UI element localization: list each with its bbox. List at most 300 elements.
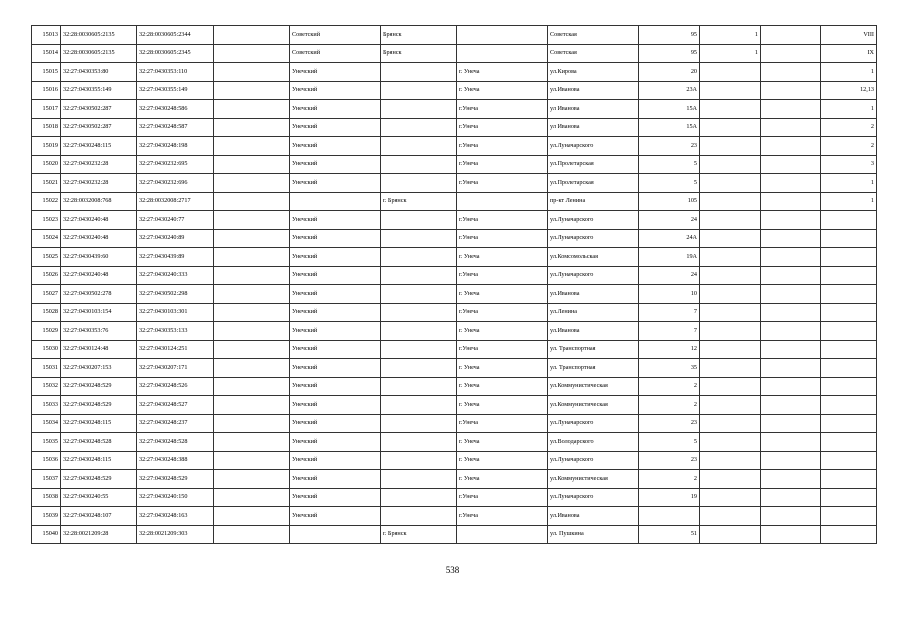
cell-district: Советский — [290, 26, 381, 45]
cell-cadastral-number-object: 32:27:0430248:237 — [137, 414, 214, 433]
cell-building-number — [700, 451, 761, 470]
table-row — [32, 507, 877, 526]
cell-city — [381, 470, 457, 489]
cell-apartment-number — [821, 451, 877, 470]
cell-cadastral-number-object: 32:27:0430353:133 — [137, 322, 214, 341]
cell-extra-cell — [214, 155, 290, 174]
cell-cadastral-number-object: 32:28:0021209:303 — [137, 525, 214, 544]
cell-building-number — [700, 100, 761, 119]
cell-cadastral-number-parcel: 32:27:0430353:80 — [61, 63, 137, 82]
cell-extra-cell — [214, 414, 290, 433]
cell-apartment-number — [821, 285, 877, 304]
cell-apartment-number — [821, 229, 877, 248]
table-row — [32, 285, 877, 304]
cell-apartment-number — [821, 248, 877, 267]
cell-cadastral-number-parcel: 32:27:0430124:48 — [61, 340, 137, 359]
cell-letter — [761, 451, 821, 470]
table-row — [32, 470, 877, 489]
cell-house-number: 23 — [639, 137, 700, 156]
cell-city — [381, 377, 457, 396]
cell-letter — [761, 340, 821, 359]
table-row — [32, 100, 877, 119]
table-row — [32, 396, 877, 415]
table-row — [32, 322, 877, 341]
cell-extra-cell — [214, 340, 290, 359]
cell-extra-cell — [214, 174, 290, 193]
cell-extra-cell — [214, 433, 290, 452]
cell-extra-cell — [214, 470, 290, 489]
cell-district: Советский — [290, 44, 381, 63]
cell-cadastral-number-object: 32:28:0030605:2345 — [137, 44, 214, 63]
cell-cadastral-number-parcel: 32:28:0021209:28 — [61, 525, 137, 544]
cell-building-number — [700, 174, 761, 193]
cell-cadastral-number-parcel: 32:27:0430240:48 — [61, 266, 137, 285]
cell-street: ул.Луначарского — [548, 414, 639, 433]
cell-house-number: 20 — [639, 63, 700, 82]
table-row — [32, 340, 877, 359]
cell-letter — [761, 81, 821, 100]
cell-extra-cell — [214, 507, 290, 526]
cell-apartment-number — [821, 303, 877, 322]
cell-city: г. Брянск — [381, 525, 457, 544]
cell-row-number: 15028 — [32, 303, 61, 322]
table-row — [32, 451, 877, 470]
cell-city — [381, 211, 457, 230]
cell-street: ул.Луначарского — [548, 229, 639, 248]
cell-district: Унечский — [290, 248, 381, 267]
cell-extra-cell — [214, 266, 290, 285]
cell-row-number: 15022 — [32, 192, 61, 211]
cell-cadastral-number-object: 32:28:0030605:2344 — [137, 26, 214, 45]
table-row — [32, 192, 877, 211]
cell-town: г. Унеча — [457, 451, 548, 470]
cell-cadastral-number-parcel: 32:27:0430248:115 — [61, 414, 137, 433]
cell-building-number — [700, 488, 761, 507]
cell-extra-cell — [214, 248, 290, 267]
cell-town: г. Унеча — [457, 285, 548, 304]
cell-district: Унечский — [290, 118, 381, 137]
cell-house-number: 5 — [639, 433, 700, 452]
cell-row-number: 15016 — [32, 81, 61, 100]
cell-street: ул.Коммунистическая — [548, 396, 639, 415]
cell-row-number: 15037 — [32, 470, 61, 489]
cell-city — [381, 81, 457, 100]
cell-house-number: 95 — [639, 26, 700, 45]
cell-house-number: 12 — [639, 340, 700, 359]
cell-row-number: 15034 — [32, 414, 61, 433]
cell-cadastral-number-object: 32:27:0430248:586 — [137, 100, 214, 119]
cell-cadastral-number-parcel: 32:27:0430248:529 — [61, 470, 137, 489]
cell-building-number: 1 — [700, 26, 761, 45]
cell-row-number: 15039 — [32, 507, 61, 526]
cell-town: г.Унеча — [457, 266, 548, 285]
cell-cadastral-number-parcel: 32:27:0430502:287 — [61, 118, 137, 137]
cell-street: пр-кт Ленина — [548, 192, 639, 211]
cell-house-number: 105 — [639, 192, 700, 211]
cell-cadastral-number-parcel: 32:28:0030605:2135 — [61, 26, 137, 45]
cell-row-number: 15026 — [32, 266, 61, 285]
cell-row-number: 15021 — [32, 174, 61, 193]
cell-letter — [761, 525, 821, 544]
cell-cadastral-number-parcel: 32:27:0430502:278 — [61, 285, 137, 304]
table-row — [32, 211, 877, 230]
cell-town: г. Унеча — [457, 248, 548, 267]
table-row — [32, 248, 877, 267]
cell-house-number: 23 — [639, 451, 700, 470]
cell-house-number: 35 — [639, 359, 700, 378]
cell-cadastral-number-object: 32:27:0430232:695 — [137, 155, 214, 174]
cell-house-number: 5 — [639, 155, 700, 174]
cell-town: г.Унеча — [457, 229, 548, 248]
cell-city — [381, 303, 457, 322]
cell-apartment-number — [821, 507, 877, 526]
cell-extra-cell — [214, 211, 290, 230]
cell-apartment-number — [821, 525, 877, 544]
cell-street: ул.Коммунистическая — [548, 470, 639, 489]
cell-district: Унечский — [290, 266, 381, 285]
cell-cadastral-number-object: 32:27:0430248:388 — [137, 451, 214, 470]
cell-extra-cell — [214, 322, 290, 341]
cell-street: ул.Ленина — [548, 303, 639, 322]
cell-letter — [761, 396, 821, 415]
cell-building-number — [700, 118, 761, 137]
cell-district: Унечский — [290, 137, 381, 156]
table-row — [32, 118, 877, 137]
cell-apartment-number — [821, 340, 877, 359]
registry-table — [31, 25, 877, 544]
cell-apartment-number — [821, 433, 877, 452]
cell-house-number: 10 — [639, 285, 700, 304]
cell-row-number: 15032 — [32, 377, 61, 396]
cell-cadastral-number-parcel: 32:27:0430248:115 — [61, 137, 137, 156]
cell-town: г.Унеча — [457, 488, 548, 507]
cell-house-number: 24А — [639, 229, 700, 248]
cell-letter — [761, 470, 821, 489]
cell-city — [381, 285, 457, 304]
cell-street: ул.Коммунистическая — [548, 377, 639, 396]
cell-apartment-number — [821, 322, 877, 341]
cell-house-number: 23А — [639, 81, 700, 100]
cell-city — [381, 507, 457, 526]
cell-extra-cell — [214, 26, 290, 45]
table-row — [32, 433, 877, 452]
cell-building-number — [700, 470, 761, 489]
cell-row-number: 15030 — [32, 340, 61, 359]
cell-district: Унечский — [290, 396, 381, 415]
cell-building-number: 1 — [700, 44, 761, 63]
cell-town — [457, 26, 548, 45]
cell-town: г.Унеча — [457, 303, 548, 322]
cell-district: Унечский — [290, 377, 381, 396]
cell-house-number: 24 — [639, 266, 700, 285]
cell-extra-cell — [214, 451, 290, 470]
cell-cadastral-number-parcel: 32:28:0032008:768 — [61, 192, 137, 211]
cell-cadastral-number-object: 32:27:0430248:527 — [137, 396, 214, 415]
cell-row-number: 15020 — [32, 155, 61, 174]
table-row — [32, 303, 877, 322]
cell-town: г. Унеча — [457, 470, 548, 489]
cell-town: г.Унеча — [457, 414, 548, 433]
cell-letter — [761, 44, 821, 63]
cell-letter — [761, 118, 821, 137]
cell-cadastral-number-parcel: 32:27:0430232:28 — [61, 174, 137, 193]
cell-district — [290, 192, 381, 211]
cell-cadastral-number-object: 32:27:0430439:89 — [137, 248, 214, 267]
cell-district: Унечский — [290, 155, 381, 174]
cell-building-number — [700, 340, 761, 359]
cell-house-number: 19 — [639, 488, 700, 507]
cell-street: ул.Луначарского — [548, 488, 639, 507]
cell-apartment-number — [821, 470, 877, 489]
cell-apartment-number — [821, 396, 877, 415]
cell-cadastral-number-parcel: 32:27:0430502:287 — [61, 100, 137, 119]
cell-city — [381, 266, 457, 285]
cell-cadastral-number-object: 32:27:0430124:251 — [137, 340, 214, 359]
cell-district: Унечский — [290, 451, 381, 470]
cell-district: Унечский — [290, 507, 381, 526]
cell-house-number: 5 — [639, 174, 700, 193]
cell-house-number: 19А — [639, 248, 700, 267]
cell-street: ул.Володарского — [548, 433, 639, 452]
cell-house-number: 7 — [639, 322, 700, 341]
table-row — [32, 229, 877, 248]
cell-building-number — [700, 377, 761, 396]
cell-cadastral-number-object: 32:27:0430248:163 — [137, 507, 214, 526]
cell-letter — [761, 63, 821, 82]
cell-house-number: 51 — [639, 525, 700, 544]
cell-town: г.Унеча — [457, 155, 548, 174]
cell-cadastral-number-object: 32:27:0430248:528 — [137, 433, 214, 452]
cell-district: Унечский — [290, 470, 381, 489]
cell-street: ул.Пролетарская — [548, 174, 639, 193]
table-row — [32, 414, 877, 433]
cell-cadastral-number-object: 32:27:0430240:77 — [137, 211, 214, 230]
cell-building-number — [700, 322, 761, 341]
cell-extra-cell — [214, 525, 290, 544]
cell-city — [381, 414, 457, 433]
cell-letter — [761, 377, 821, 396]
table-row — [32, 44, 877, 63]
cell-extra-cell — [214, 44, 290, 63]
cell-letter — [761, 155, 821, 174]
cell-street: ул.Луначарского — [548, 211, 639, 230]
cell-city — [381, 229, 457, 248]
cell-city: Брянск — [381, 44, 457, 63]
cell-house-number: 15А — [639, 100, 700, 119]
cell-row-number: 15031 — [32, 359, 61, 378]
cell-building-number — [700, 396, 761, 415]
cell-row-number: 15040 — [32, 525, 61, 544]
cell-row-number: 15017 — [32, 100, 61, 119]
cell-street: ул.Кирова — [548, 63, 639, 82]
cell-cadastral-number-object: 32:27:0430248:587 — [137, 118, 214, 137]
cell-cadastral-number-object: 32:27:0430248:198 — [137, 137, 214, 156]
cell-row-number: 15015 — [32, 63, 61, 82]
cell-street: ул.Луначарского — [548, 266, 639, 285]
cell-house-number: 24 — [639, 211, 700, 230]
cell-letter — [761, 266, 821, 285]
cell-cadastral-number-object: 32:28:0032008:2717 — [137, 192, 214, 211]
cell-extra-cell — [214, 63, 290, 82]
cell-district: Унечский — [290, 303, 381, 322]
cell-cadastral-number-object: 32:27:0430103:301 — [137, 303, 214, 322]
cell-house-number: 2 — [639, 396, 700, 415]
cell-district: Унечский — [290, 211, 381, 230]
cell-building-number — [700, 63, 761, 82]
cell-cadastral-number-parcel: 32:27:0430248:529 — [61, 377, 137, 396]
table-row — [32, 155, 877, 174]
cell-town: г. Унеча — [457, 322, 548, 341]
cell-building-number — [700, 229, 761, 248]
cell-letter — [761, 229, 821, 248]
cell-extra-cell — [214, 229, 290, 248]
cell-building-number — [700, 248, 761, 267]
cell-building-number — [700, 155, 761, 174]
cell-district: Унечский — [290, 359, 381, 378]
cell-city — [381, 63, 457, 82]
cell-street: ул Иванова — [548, 100, 639, 119]
cell-house-number: 2 — [639, 377, 700, 396]
cell-row-number: 15038 — [32, 488, 61, 507]
cell-extra-cell — [214, 377, 290, 396]
cell-house-number: 95 — [639, 44, 700, 63]
cell-row-number: 15019 — [32, 137, 61, 156]
cell-town: г. Унеча — [457, 377, 548, 396]
cell-row-number: 15013 — [32, 26, 61, 45]
cell-cadastral-number-parcel: 32:27:0430232:28 — [61, 155, 137, 174]
cell-extra-cell — [214, 137, 290, 156]
cell-town: г.Унеча — [457, 507, 548, 526]
cell-apartment-number: 1 — [821, 174, 877, 193]
cell-building-number — [700, 414, 761, 433]
cell-town: г. Унеча — [457, 433, 548, 452]
cell-apartment-number: VIII — [821, 26, 877, 45]
cell-letter — [761, 322, 821, 341]
cell-district: Унечский — [290, 488, 381, 507]
cell-letter — [761, 248, 821, 267]
cell-apartment-number — [821, 414, 877, 433]
cell-letter — [761, 26, 821, 45]
cell-street: Советская — [548, 44, 639, 63]
cell-extra-cell — [214, 192, 290, 211]
cell-city — [381, 488, 457, 507]
cell-city — [381, 100, 457, 119]
cell-letter — [761, 100, 821, 119]
cell-letter — [761, 507, 821, 526]
cell-apartment-number: IX — [821, 44, 877, 63]
cell-apartment-number — [821, 266, 877, 285]
cell-apartment-number — [821, 359, 877, 378]
cell-building-number — [700, 137, 761, 156]
cell-apartment-number: 2 — [821, 118, 877, 137]
cell-cadastral-number-parcel: 32:27:0430240:48 — [61, 229, 137, 248]
cell-street: ул.Комсомольская — [548, 248, 639, 267]
cell-cadastral-number-object: 32:27:0430248:526 — [137, 377, 214, 396]
cell-cadastral-number-parcel: 32:27:0430353:76 — [61, 322, 137, 341]
cell-letter — [761, 174, 821, 193]
cell-street: ул.Иванова — [548, 81, 639, 100]
cell-building-number — [700, 192, 761, 211]
cell-building-number — [700, 285, 761, 304]
cell-cadastral-number-parcel: 32:27:0430355:149 — [61, 81, 137, 100]
cell-district: Унечский — [290, 433, 381, 452]
cell-house-number: 2 — [639, 470, 700, 489]
cell-row-number: 15035 — [32, 433, 61, 452]
cell-letter — [761, 211, 821, 230]
cell-building-number — [700, 433, 761, 452]
cell-district: Унечский — [290, 100, 381, 119]
cell-town: г. Унеча — [457, 396, 548, 415]
cell-town — [457, 44, 548, 63]
cell-building-number — [700, 303, 761, 322]
cell-city — [381, 396, 457, 415]
cell-town: г.Унеча — [457, 118, 548, 137]
cell-extra-cell — [214, 303, 290, 322]
cell-cadastral-number-parcel: 32:27:0430248:107 — [61, 507, 137, 526]
cell-city — [381, 118, 457, 137]
cell-apartment-number — [821, 488, 877, 507]
cell-city — [381, 155, 457, 174]
cell-street: ул.Луначарского — [548, 451, 639, 470]
cell-apartment-number — [821, 377, 877, 396]
cell-cadastral-number-parcel: 32:28:0030605:2135 — [61, 44, 137, 63]
cell-row-number: 15024 — [32, 229, 61, 248]
cell-cadastral-number-object: 32:27:0430232:696 — [137, 174, 214, 193]
cell-building-number — [700, 211, 761, 230]
cell-cadastral-number-object: 32:27:0430240:150 — [137, 488, 214, 507]
table-row — [32, 266, 877, 285]
cell-house-number: 15А — [639, 118, 700, 137]
cell-city: г. Брянск — [381, 192, 457, 211]
cell-row-number: 15033 — [32, 396, 61, 415]
cell-street: ул.Иванова — [548, 507, 639, 526]
table-row — [32, 488, 877, 507]
cell-building-number — [700, 81, 761, 100]
cell-district: Унечский — [290, 81, 381, 100]
cell-extra-cell — [214, 488, 290, 507]
cell-city — [381, 359, 457, 378]
cell-city — [381, 433, 457, 452]
cell-cadastral-number-parcel: 32:27:0430240:55 — [61, 488, 137, 507]
cell-row-number: 15027 — [32, 285, 61, 304]
cell-apartment-number: 1 — [821, 192, 877, 211]
cell-house-number — [639, 507, 700, 526]
cell-town: г.Унеча — [457, 137, 548, 156]
cell-row-number: 15018 — [32, 118, 61, 137]
cell-letter — [761, 285, 821, 304]
cell-district: Унечский — [290, 174, 381, 193]
cell-cadastral-number-object: 32:27:0430248:529 — [137, 470, 214, 489]
cell-cadastral-number-parcel: 32:27:0430240:48 — [61, 211, 137, 230]
cell-street: ул.Иванова — [548, 285, 639, 304]
cell-cadastral-number-parcel: 32:27:0430248:115 — [61, 451, 137, 470]
table-row — [32, 63, 877, 82]
cell-district: Унечский — [290, 63, 381, 82]
cell-apartment-number: 12,13 — [821, 81, 877, 100]
cell-letter — [761, 414, 821, 433]
cell-district: Унечский — [290, 229, 381, 248]
cell-street: ул. Транспортная — [548, 340, 639, 359]
cell-town: г. Унеча — [457, 81, 548, 100]
cell-city — [381, 340, 457, 359]
cell-extra-cell — [214, 396, 290, 415]
table-row — [32, 174, 877, 193]
cell-letter — [761, 488, 821, 507]
cell-cadastral-number-object: 32:27:0430240:89 — [137, 229, 214, 248]
cell-row-number: 15014 — [32, 44, 61, 63]
cell-district: Унечский — [290, 285, 381, 304]
cell-cadastral-number-object: 32:27:0430502:298 — [137, 285, 214, 304]
